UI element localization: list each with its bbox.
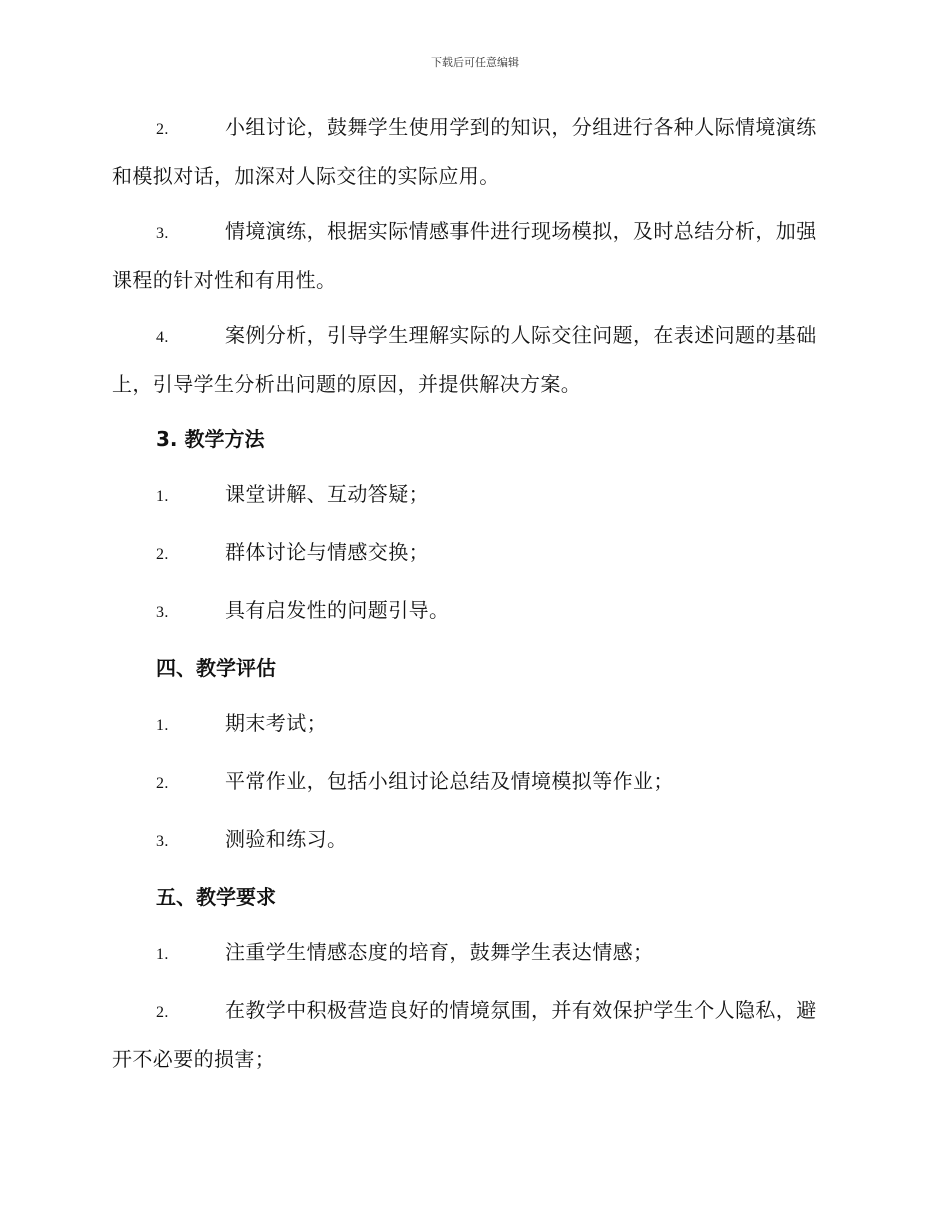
document-body bbox=[112, 104, 834, 1091]
list-item-text: 具有启发性的问题引导。 bbox=[225, 598, 450, 622]
list-item-text: 平常作业，包括小组讨论总结及情境模拟等作业； bbox=[225, 769, 674, 793]
list-item bbox=[112, 471, 834, 520]
page-header-note: 下载后可任意编辑 bbox=[431, 56, 519, 69]
list-item-text: 课堂讲解、互动答疑； bbox=[225, 482, 429, 506]
list-item bbox=[112, 312, 834, 407]
list-item-number: 1. bbox=[156, 717, 169, 734]
list-item-number: 2. bbox=[156, 775, 169, 792]
list-item bbox=[112, 529, 834, 578]
list-item-number: 3. bbox=[156, 604, 169, 621]
list-item bbox=[112, 987, 834, 1082]
section-heading-teaching-methods: 3. 教学方法 bbox=[156, 427, 265, 451]
list-item bbox=[112, 208, 834, 303]
list-item-text: 案例分析，引导学生理解实际的人际交往问题，在表述问题的基础上，引导学生分析出问题的原因，并提供解决方案。 bbox=[112, 323, 817, 396]
list-item bbox=[112, 929, 834, 978]
list-item-text: 在教学中积极营造良好的情境氛围，并有效保护学生个人隐私，避开不必要的损害； bbox=[112, 998, 817, 1071]
list-item-number: 3. bbox=[156, 833, 169, 850]
list-item-number: 2. bbox=[156, 1004, 169, 1021]
list-item-number: 2. bbox=[156, 546, 169, 563]
list-item-text: 测验和练习。 bbox=[225, 827, 348, 851]
list-item-text: 期末考试； bbox=[225, 711, 327, 735]
list-item-number: 1. bbox=[156, 488, 169, 505]
list-item-text: 情境演练，根据实际情感事件进行现场模拟，及时总结分析，加强课程的针对性和有用性。 bbox=[112, 219, 817, 292]
list-item-number: 2. bbox=[156, 121, 169, 138]
section-heading-teaching-evaluation: 四、教学评估 bbox=[156, 656, 276, 680]
list-item-text: 群体讨论与情感交换； bbox=[225, 540, 429, 564]
list-item bbox=[112, 587, 834, 636]
list-item-number: 4. bbox=[156, 329, 169, 346]
list-item-text: 注重学生情感态度的培育，鼓舞学生表达情感； bbox=[225, 940, 654, 964]
list-item bbox=[112, 104, 834, 199]
list-item bbox=[112, 816, 834, 865]
list-item-number: 1. bbox=[156, 946, 169, 963]
list-item-number: 3. bbox=[156, 225, 169, 242]
list-item bbox=[112, 758, 834, 807]
list-item-text: 小组讨论，鼓舞学生使用学到的知识，分组进行各种人际情境演练和模拟对话，加深对人际交往的实际应用。 bbox=[112, 115, 817, 188]
list-item bbox=[112, 700, 834, 749]
section-heading-teaching-requirements: 五、教学要求 bbox=[156, 885, 276, 909]
